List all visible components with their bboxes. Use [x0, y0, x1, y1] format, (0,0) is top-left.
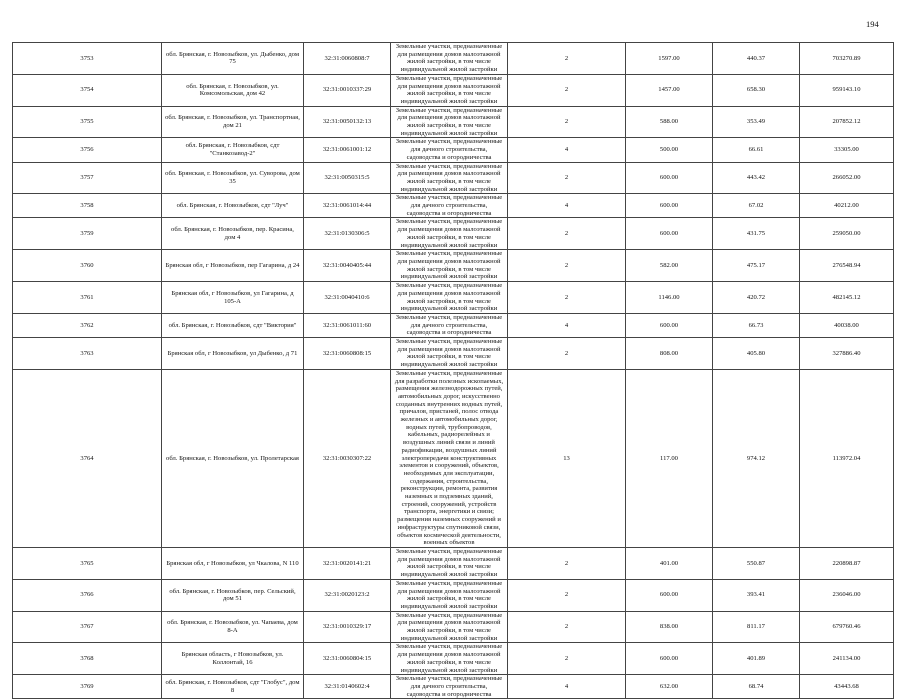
- land-use-cell: Земельные участки, предназначенные для размещения домов малоэтажной жилой застройки, в том числе индивидуальной жилой застройки: [391, 548, 508, 580]
- address-cell: обл. Брянская, г. Новозыбков, ул. Комсомольская, дом 42: [162, 74, 304, 106]
- land-use-cell: Земельные участки, предназначенные для дачного строительства, садоводства и огородничества: [391, 194, 508, 218]
- table-body: [13, 43, 894, 699]
- table-row: [13, 162, 894, 194]
- cadastral-number-cell: 32:31:0140602:4: [304, 675, 391, 699]
- row-number: 3766: [13, 579, 162, 611]
- area-cell: 600.00: [626, 643, 713, 675]
- group-cell: 2: [508, 43, 626, 75]
- specific-value-cell: 393.41: [713, 579, 800, 611]
- specific-value-cell: 440.37: [713, 43, 800, 75]
- address-cell: обл. Брянская, г. Новозыбков, ул. Пролетарская: [162, 369, 304, 547]
- cadastral-value-cell: 482145.12: [800, 282, 894, 314]
- cadastral-value-cell: 703270.89: [800, 43, 894, 75]
- row-number: 3769: [13, 675, 162, 699]
- address-cell: обл. Брянская, г. Новозыбков, ул. Транспортная, дом 21: [162, 106, 304, 138]
- address-cell: обл. Брянская, г. Новозыбков, сдт "Луч": [162, 194, 304, 218]
- table-row: [13, 194, 894, 218]
- area-cell: 500.00: [626, 138, 713, 162]
- table-row: [13, 643, 894, 675]
- cadastral-number-cell: 32:31:0040410:6: [304, 282, 391, 314]
- group-cell: 2: [508, 643, 626, 675]
- table-row: [13, 548, 894, 580]
- row-number: 3753: [13, 43, 162, 75]
- table-row: [13, 313, 894, 337]
- cadastral-value-cell: 40212.00: [800, 194, 894, 218]
- land-use-cell: Земельные участки, предназначенные для размещения домов малоэтажной жилой застройки, в том числе индивидуальной жилой застройки: [391, 43, 508, 75]
- cadastral-number-cell: 32:31:0010337:29: [304, 74, 391, 106]
- specific-value-cell: 550.87: [713, 548, 800, 580]
- table-row: [13, 218, 894, 250]
- specific-value-cell: 658.30: [713, 74, 800, 106]
- cadastral-value-cell: 276548.94: [800, 250, 894, 282]
- address-cell: Брянская обл, г Новозыбков, ул Дыбенко, д 71: [162, 338, 304, 370]
- group-cell: 2: [508, 74, 626, 106]
- cadastral-number-cell: 32:31:0060808:7: [304, 43, 391, 75]
- land-use-cell: Земельные участки, предназначенные для дачного строительства, садоводства и огородничества: [391, 138, 508, 162]
- cadastral-number-cell: 32:31:0030307:22: [304, 369, 391, 547]
- row-number: 3767: [13, 611, 162, 643]
- land-use-cell: Земельные участки, предназначенные для размещения домов малоэтажной жилой застройки, в том числе индивидуальной жилой застройки: [391, 579, 508, 611]
- specific-value-cell: 401.89: [713, 643, 800, 675]
- land-use-cell: Земельные участки, предназначенные для размещения домов малоэтажной жилой застройки, в том числе индивидуальной жилой застройки: [391, 282, 508, 314]
- row-number: 3759: [13, 218, 162, 250]
- cadastral-number-cell: 32:31:0050132:13: [304, 106, 391, 138]
- land-use-cell: Земельные участки, предназначенные для размещения домов малоэтажной жилой застройки, в том числе индивидуальной жилой застройки: [391, 106, 508, 138]
- cadastral-value-cell: 236046.00: [800, 579, 894, 611]
- table-row: [13, 369, 894, 547]
- land-use-cell: Земельные участки, предназначенные для дачного строительства, садоводства и огородничества: [391, 675, 508, 699]
- cadastral-number-cell: 32:31:0061011:60: [304, 313, 391, 337]
- specific-value-cell: 420.72: [713, 282, 800, 314]
- row-number: 3764: [13, 369, 162, 547]
- row-number: 3765: [13, 548, 162, 580]
- cadastral-value-cell: 266052.00: [800, 162, 894, 194]
- area-cell: 808.00: [626, 338, 713, 370]
- land-use-cell: Земельные участки, предназначенные для размещения домов малоэтажной жилой застройки, в том числе индивидуальной жилой застройки: [391, 218, 508, 250]
- land-use-cell: Земельные участки, предназначенные для размещения домов малоэтажной жилой застройки, в том числе индивидуальной жилой застройки: [391, 74, 508, 106]
- area-cell: 600.00: [626, 162, 713, 194]
- group-cell: 4: [508, 138, 626, 162]
- area-cell: 582.00: [626, 250, 713, 282]
- row-number: 3760: [13, 250, 162, 282]
- area-cell: 600.00: [626, 218, 713, 250]
- specific-value-cell: 443.42: [713, 162, 800, 194]
- specific-value-cell: 974.12: [713, 369, 800, 547]
- group-cell: 2: [508, 218, 626, 250]
- cadastral-value-cell: 220898.87: [800, 548, 894, 580]
- group-cell: 4: [508, 194, 626, 218]
- area-cell: 600.00: [626, 313, 713, 337]
- specific-value-cell: 405.80: [713, 338, 800, 370]
- cadastral-value-cell: 43443.68: [800, 675, 894, 699]
- table-row: [13, 74, 894, 106]
- group-cell: 2: [508, 250, 626, 282]
- land-use-cell: Земельные участки, предназначенные для размещения домов малоэтажной жилой застройки, в том числе индивидуальной жилой застройки: [391, 338, 508, 370]
- group-cell: 2: [508, 338, 626, 370]
- row-number: 3761: [13, 282, 162, 314]
- address-cell: Брянская обл, г Новозыбков, ул Гагарина, д 105-А: [162, 282, 304, 314]
- specific-value-cell: 68.74: [713, 675, 800, 699]
- cadastral-value-cell: 959143.10: [800, 74, 894, 106]
- table-row: [13, 579, 894, 611]
- cadastral-value-cell: 327886.40: [800, 338, 894, 370]
- group-cell: 2: [508, 611, 626, 643]
- cadastral-value-cell: 40038.00: [800, 313, 894, 337]
- table-row: [13, 611, 894, 643]
- cadastral-number-cell: 32:31:0020123:2: [304, 579, 391, 611]
- specific-value-cell: 67.02: [713, 194, 800, 218]
- cadastral-number-cell: 32:31:0020141:21: [304, 548, 391, 580]
- table-row: [13, 138, 894, 162]
- address-cell: Брянская область, г Новозыбков, ул. Коллонтай, 16: [162, 643, 304, 675]
- address-cell: Брянская обл, г Новозыбков, пер Гагарина, д 24: [162, 250, 304, 282]
- cadastral-value-cell: 113972.04: [800, 369, 894, 547]
- group-cell: 2: [508, 162, 626, 194]
- group-cell: 2: [508, 548, 626, 580]
- cadastral-number-cell: 32:31:0061014:44: [304, 194, 391, 218]
- group-cell: 13: [508, 369, 626, 547]
- table-row: [13, 282, 894, 314]
- land-use-cell: Земельные участки, предназначенные для размещения домов малоэтажной жилой застройки, в том числе индивидуальной жилой застройки: [391, 643, 508, 675]
- cadastral-number-cell: 32:31:0060804:15: [304, 643, 391, 675]
- group-cell: 4: [508, 675, 626, 699]
- area-cell: 1457.00: [626, 74, 713, 106]
- cadastral-value-cell: 259050.00: [800, 218, 894, 250]
- address-cell: обл. Брянская, г. Новозыбков, сдт "Глобус", дом 8: [162, 675, 304, 699]
- table-row: [13, 43, 894, 75]
- row-number: 3768: [13, 643, 162, 675]
- specific-value-cell: 66.61: [713, 138, 800, 162]
- group-cell: 4: [508, 313, 626, 337]
- land-registry-table: [12, 42, 894, 699]
- table-row: [13, 106, 894, 138]
- address-cell: обл. Брянская, г. Новозыбков, пер. Сельский, дом 51: [162, 579, 304, 611]
- row-number: 3763: [13, 338, 162, 370]
- area-cell: 632.00: [626, 675, 713, 699]
- land-use-cell: Земельные участки, предназначенные для размещения домов малоэтажной жилой застройки, в том числе индивидуальной жилой застройки: [391, 250, 508, 282]
- cadastral-number-cell: 32:31:0060808:15: [304, 338, 391, 370]
- row-number: 3755: [13, 106, 162, 138]
- cadastral-number-cell: 32:31:0130306:5: [304, 218, 391, 250]
- land-use-cell: Земельные участки, предназначенные для дачного строительства, садоводства и огородничества: [391, 313, 508, 337]
- area-cell: 588.00: [626, 106, 713, 138]
- address-cell: обл. Брянская, г. Новозыбков, сдт "Станкозавод-2": [162, 138, 304, 162]
- area-cell: 600.00: [626, 579, 713, 611]
- group-cell: 2: [508, 579, 626, 611]
- address-cell: обл. Брянская, г. Новозыбков, сдт "Виктория": [162, 313, 304, 337]
- specific-value-cell: 353.49: [713, 106, 800, 138]
- address-cell: обл. Брянская, г. Новозыбков, ул. Дыбенко, дом 75: [162, 43, 304, 75]
- area-cell: 600.00: [626, 194, 713, 218]
- row-number: 3757: [13, 162, 162, 194]
- group-cell: 2: [508, 106, 626, 138]
- land-use-cell: Земельные участки, предназначенные для разработки полезных ископаемых, размещения железнодорожных путей, автомобильных дорог, искусственно созданных внутренних водных путей, причалов, пристаней, полос отвода железных и автомобильных дорог, водных путей, трубопроводов, кабельных, радиорелейных и воздушных линий связи и линий радиофикации, воздушных линий электропередачи конструктивных элементов и сооружений, объектов, необходимых для эксплуатации, содержания, строительства, реконструкции, ремонта, развития наземных и подземных зданий, строений, сооружений, устройств транспорта, энергетики и связи; размещения наземных сооружений и инфраструктуры спутниковой связи, объектов космической деятельности, военных объектов: [391, 369, 508, 547]
- area-cell: 838.00: [626, 611, 713, 643]
- row-number: 3756: [13, 138, 162, 162]
- specific-value-cell: 431.75: [713, 218, 800, 250]
- cadastral-value-cell: 207852.12: [800, 106, 894, 138]
- specific-value-cell: 811.17: [713, 611, 800, 643]
- specific-value-cell: 66.73: [713, 313, 800, 337]
- row-number: 3762: [13, 313, 162, 337]
- area-cell: 1146.00: [626, 282, 713, 314]
- table-row: [13, 675, 894, 699]
- cadastral-value-cell: 679760.46: [800, 611, 894, 643]
- area-cell: 117.00: [626, 369, 713, 547]
- group-cell: 2: [508, 282, 626, 314]
- row-number: 3754: [13, 74, 162, 106]
- cadastral-value-cell: 33305.00: [800, 138, 894, 162]
- land-use-cell: Земельные участки, предназначенные для размещения домов малоэтажной жилой застройки, в том числе индивидуальной жилой застройки: [391, 162, 508, 194]
- area-cell: 401.00: [626, 548, 713, 580]
- cadastral-number-cell: 32:31:0061001:12: [304, 138, 391, 162]
- cadastral-value-cell: 241134.00: [800, 643, 894, 675]
- specific-value-cell: 475.17: [713, 250, 800, 282]
- address-cell: обл. Брянская, г. Новозыбков, ул. Чапаева, дом 8-А: [162, 611, 304, 643]
- address-cell: обл. Брянская, г. Новозыбков, ул. Суворова, дом 35: [162, 162, 304, 194]
- land-use-cell: Земельные участки, предназначенные для размещения домов малоэтажной жилой застройки, в том числе индивидуальной жилой застройки: [391, 611, 508, 643]
- cadastral-number-cell: 32:31:0040405:44: [304, 250, 391, 282]
- cadastral-number-cell: 32:31:0010329:17: [304, 611, 391, 643]
- table-row: [13, 250, 894, 282]
- cadastral-number-cell: 32:31:0050315:5: [304, 162, 391, 194]
- row-number: 3758: [13, 194, 162, 218]
- address-cell: Брянская обл, г Новозыбков, ул Чкалова, N 110: [162, 548, 304, 580]
- page-number: 194: [866, 19, 879, 29]
- area-cell: 1597.00: [626, 43, 713, 75]
- table-row: [13, 338, 894, 370]
- address-cell: обл. Брянская, г. Новозыбков, пер. Красина, дом 4: [162, 218, 304, 250]
